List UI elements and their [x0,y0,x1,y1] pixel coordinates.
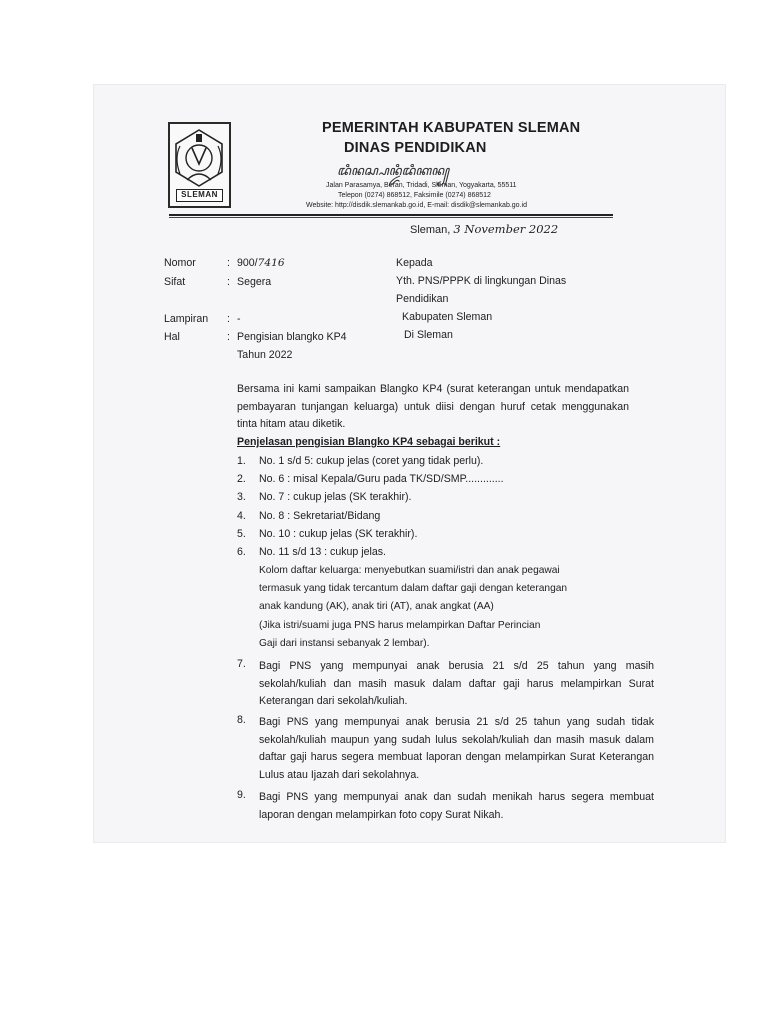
letterhead-website: Website: http://disdik.slemankab.go.id, E-mail: disdik@slemankab.go.id [306,202,527,209]
item-number: 4. [237,510,246,522]
family-note-line: Gaji dari instansi sebanyak 2 lembar). [259,638,430,649]
sleman-emblem-logo [168,122,231,208]
list-item: Bagi PNS yang mempunyai anak berusia 21 s/d 25 tahun yang sudah tidak sekolah/kuliah maupun yang sudah lulus sekolah/kuliah dan masih masuk dalam daftar gaji harus segera membuat laporan dengan melampirkan Surat Keterangan Lulus atau Ijazah dari sekolahnya. [259,716,654,781]
section-heading: Penjelasan pengisian Blangko KP4 sebagai berikut : [237,436,501,448]
letter-date [410,222,558,236]
javanese-script-name: ꦢꦶꦤꦱ꧀ꦥꦤ꧀ꦢꦶꦢꦶꦏꦤ꧀ [337,164,450,179]
nomor-printed: 900/ [237,257,258,269]
family-note-line: anak kandung (AK), anak tiri (AT), anak angkat (AA) [259,601,494,612]
list-item: No. 7 : cukup jelas (SK terakhir). [259,491,412,503]
hal-value-line2: Tahun 2022 [237,349,293,361]
recipient-line4: Di Sleman [404,329,453,341]
letterhead-divider [169,214,613,216]
item-number: 5. [237,528,246,540]
list-item: Bagi PNS yang mempunyai anak dan sudah menikah harus segera membuat laporan dengan melampirkan foto copy Surat Nikah. [259,791,654,821]
recipient-line3: Kabupaten Sleman [402,311,493,323]
scanned-letter [93,84,726,843]
item-number: 1. [237,455,246,467]
letterhead-phone: Telepon (0274) 868512, Faksimile (0274) 868512 [338,192,491,199]
item-number: 9. [237,789,246,801]
family-note-line: (Jika istri/suami juga PNS harus melampirkan Daftar Perincian [259,620,541,631]
recipient-line2: Pendidikan [396,293,449,305]
government-name: PEMERINTAH KABUPATEN SLEMAN [322,120,581,136]
date-handwritten: 3 November 2022 [453,222,559,236]
recipient-kepada: Kepada [396,257,433,269]
hal-value-line1: Pengisian blangko KP4 [237,331,347,343]
recipient-line1: Yth. PNS/PPPK di lingkungan Dinas [396,275,567,287]
list-item: No. 8 : Sekretariat/Bidang [259,510,381,522]
family-note-line: termasuk yang tidak tercantum dalam daftar gaji dengan keterangan [259,583,568,594]
nomor-value [237,257,285,269]
sifat-label: Sifat [164,276,186,288]
letterhead-address: Jalan Parasamya, Beran, Tridadi, Sleman, Yogyakarta, 55511 [326,182,517,189]
lampiran-label: Lampiran [164,313,209,325]
item-number: 2. [237,473,246,485]
nomor-handwritten: 7416 [257,257,285,269]
hal-label: Hal [164,331,180,343]
letterhead-divider-thin [169,217,613,218]
list-item: No. 1 s/d 5: cukup jelas (coret yang tidak perlu). [259,455,484,467]
intro-paragraph: Bersama ini kami sampaikan Blangko KP4 (surat keterangan untuk mendapatkan pembayaran tunjangan keluarga) untuk diisi dengan huruf cetak menggunakan tinta hitam atau diketik. [237,383,629,430]
item-number: 6. [237,546,246,558]
sifat-value: Segera [237,276,272,288]
nomor-colon: : [227,257,230,269]
item-number: 3. [237,491,246,503]
logo-label: SLEMAN [176,189,223,202]
department-name: DINAS PENDIDIKAN [344,140,487,156]
date-place: Sleman, [410,224,451,236]
family-note-line: Kolom daftar keluarga: menyebutkan suami/istri dan anak pegawai [259,565,560,576]
list-item: Bagi PNS yang mempunyai anak berusia 21 s/d 25 tahun yang masih sekolah/kuliah dan masih masuk dalam daftar gaji harus melampirkan Surat Keterangan dari sekolah/kuliah. [259,660,654,707]
sifat-colon: : [227,276,230,288]
list-item: No. 11 s/d 13 : cukup jelas. [259,546,387,558]
lampiran-colon: : [227,313,230,325]
lampiran-value: - [237,313,241,325]
item-number: 7. [237,658,246,670]
list-item: No. 6 : misal Kepala/Guru pada TK/SD/SMP............. [259,473,504,485]
item-number: 8. [237,714,246,726]
list-item: No. 10 : cukup jelas (SK terakhir). [259,528,418,540]
nomor-label: Nomor [164,257,196,269]
hal-colon: : [227,331,230,343]
